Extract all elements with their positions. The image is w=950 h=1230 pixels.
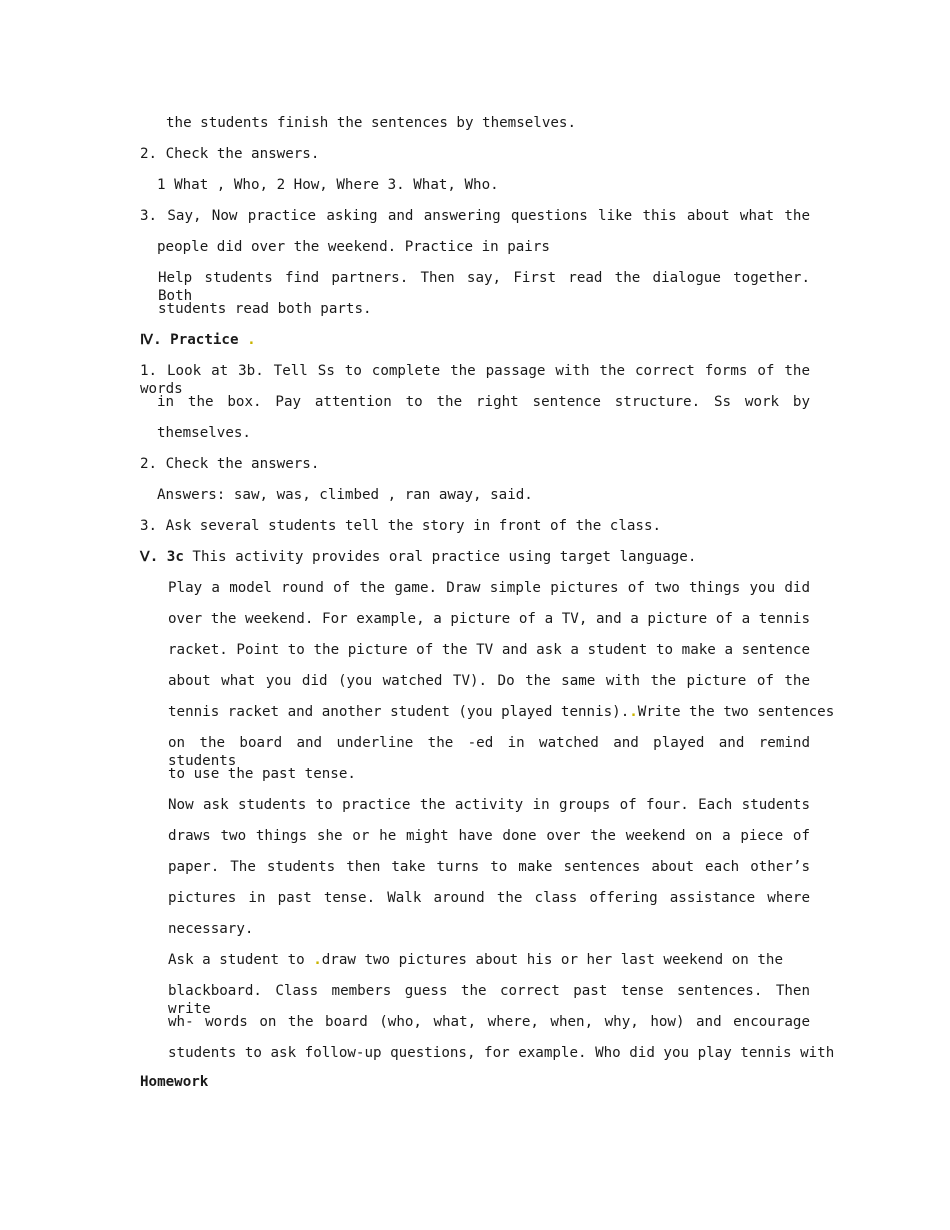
text-line: on the board and underline the -ed in watched and played and remind students — [168, 735, 810, 769]
marker-dot: . — [313, 952, 322, 968]
section-heading-label: Ⅳ. Practice — [140, 332, 239, 348]
list-item: 3. Say, Now practice asking and answering questions like this about what the — [140, 208, 810, 224]
list-item: 3. Ask several students tell the story in front of the class. — [140, 518, 662, 534]
list-item: 2. Check the answers. — [140, 456, 320, 472]
text-line: people did over the weekend. Practice in pairs — [157, 239, 550, 255]
text-line: pictures in past tense. Walk around the class offering assistance where — [168, 890, 810, 906]
text-line — [168, 951, 950, 969]
text-line: in the box. Pay attention to the right sentence structure. Ss work by — [157, 394, 810, 410]
section-intro-text: This activity provides oral practice using target language. — [192, 549, 697, 565]
section-heading-3c — [140, 548, 950, 566]
marker-dot: . — [247, 332, 256, 348]
text-line: students read both parts. — [158, 301, 372, 317]
text-line: over the weekend. For example, a picture of a TV, and a picture of a tennis — [168, 611, 810, 627]
text-line: paper. The students then take turns to make sentences about each other’s — [168, 859, 810, 875]
text-line: themselves. — [157, 425, 251, 441]
text-line: Play a model round of the game. Draw simple pictures of two things you did — [168, 580, 810, 596]
text-line: students to ask follow-up questions, for example. Who did you play tennis with — [168, 1045, 835, 1061]
text-segment: Write the two sentences — [637, 704, 835, 720]
answers-line: Answers: saw, was, climbed , ran away, said. — [157, 487, 533, 503]
section-heading-label: Ⅴ. 3c — [140, 549, 184, 565]
text-line: racket. Point to the picture of the TV and ask a student to make a sentence — [168, 642, 810, 658]
text-line: wh- words on the board (who, what, where, when, why, how) and encourage — [168, 1014, 810, 1030]
text-segment: tennis racket and another student (you played tennis). — [168, 704, 630, 720]
list-item: 2. Check the answers. — [140, 146, 320, 162]
section-heading-homework: Homework — [140, 1074, 209, 1090]
text-line: Now ask students to practice the activity in groups of four. Each students — [168, 797, 810, 813]
text-segment: draw two pictures about his or her last weekend on the — [321, 952, 784, 968]
text-line: to use the past tense. — [168, 766, 356, 782]
list-item: 1. Look at 3b. Tell Ss to complete the passage with the correct forms of the words — [140, 363, 810, 397]
text-segment: Ask a student to — [168, 952, 305, 968]
text-line: Help students find partners. Then say, First read the dialogue together. Both — [158, 270, 810, 304]
text-line — [168, 703, 950, 721]
marker-dot: . — [629, 704, 638, 720]
text-line: about what you did (you watched TV). Do the same with the picture of the — [168, 673, 810, 689]
text-line: the students finish the sentences by themselves. — [166, 115, 576, 131]
text-line: blackboard. Class members guess the correct past tense sentences. Then write — [168, 983, 810, 1017]
section-heading-practice — [140, 331, 950, 349]
text-line: draws two things she or he might have done over the weekend on a piece of — [168, 828, 810, 844]
text-line: necessary. — [168, 921, 254, 937]
text-line: 1 What , Who, 2 How, Where 3. What, Who. — [157, 177, 499, 193]
